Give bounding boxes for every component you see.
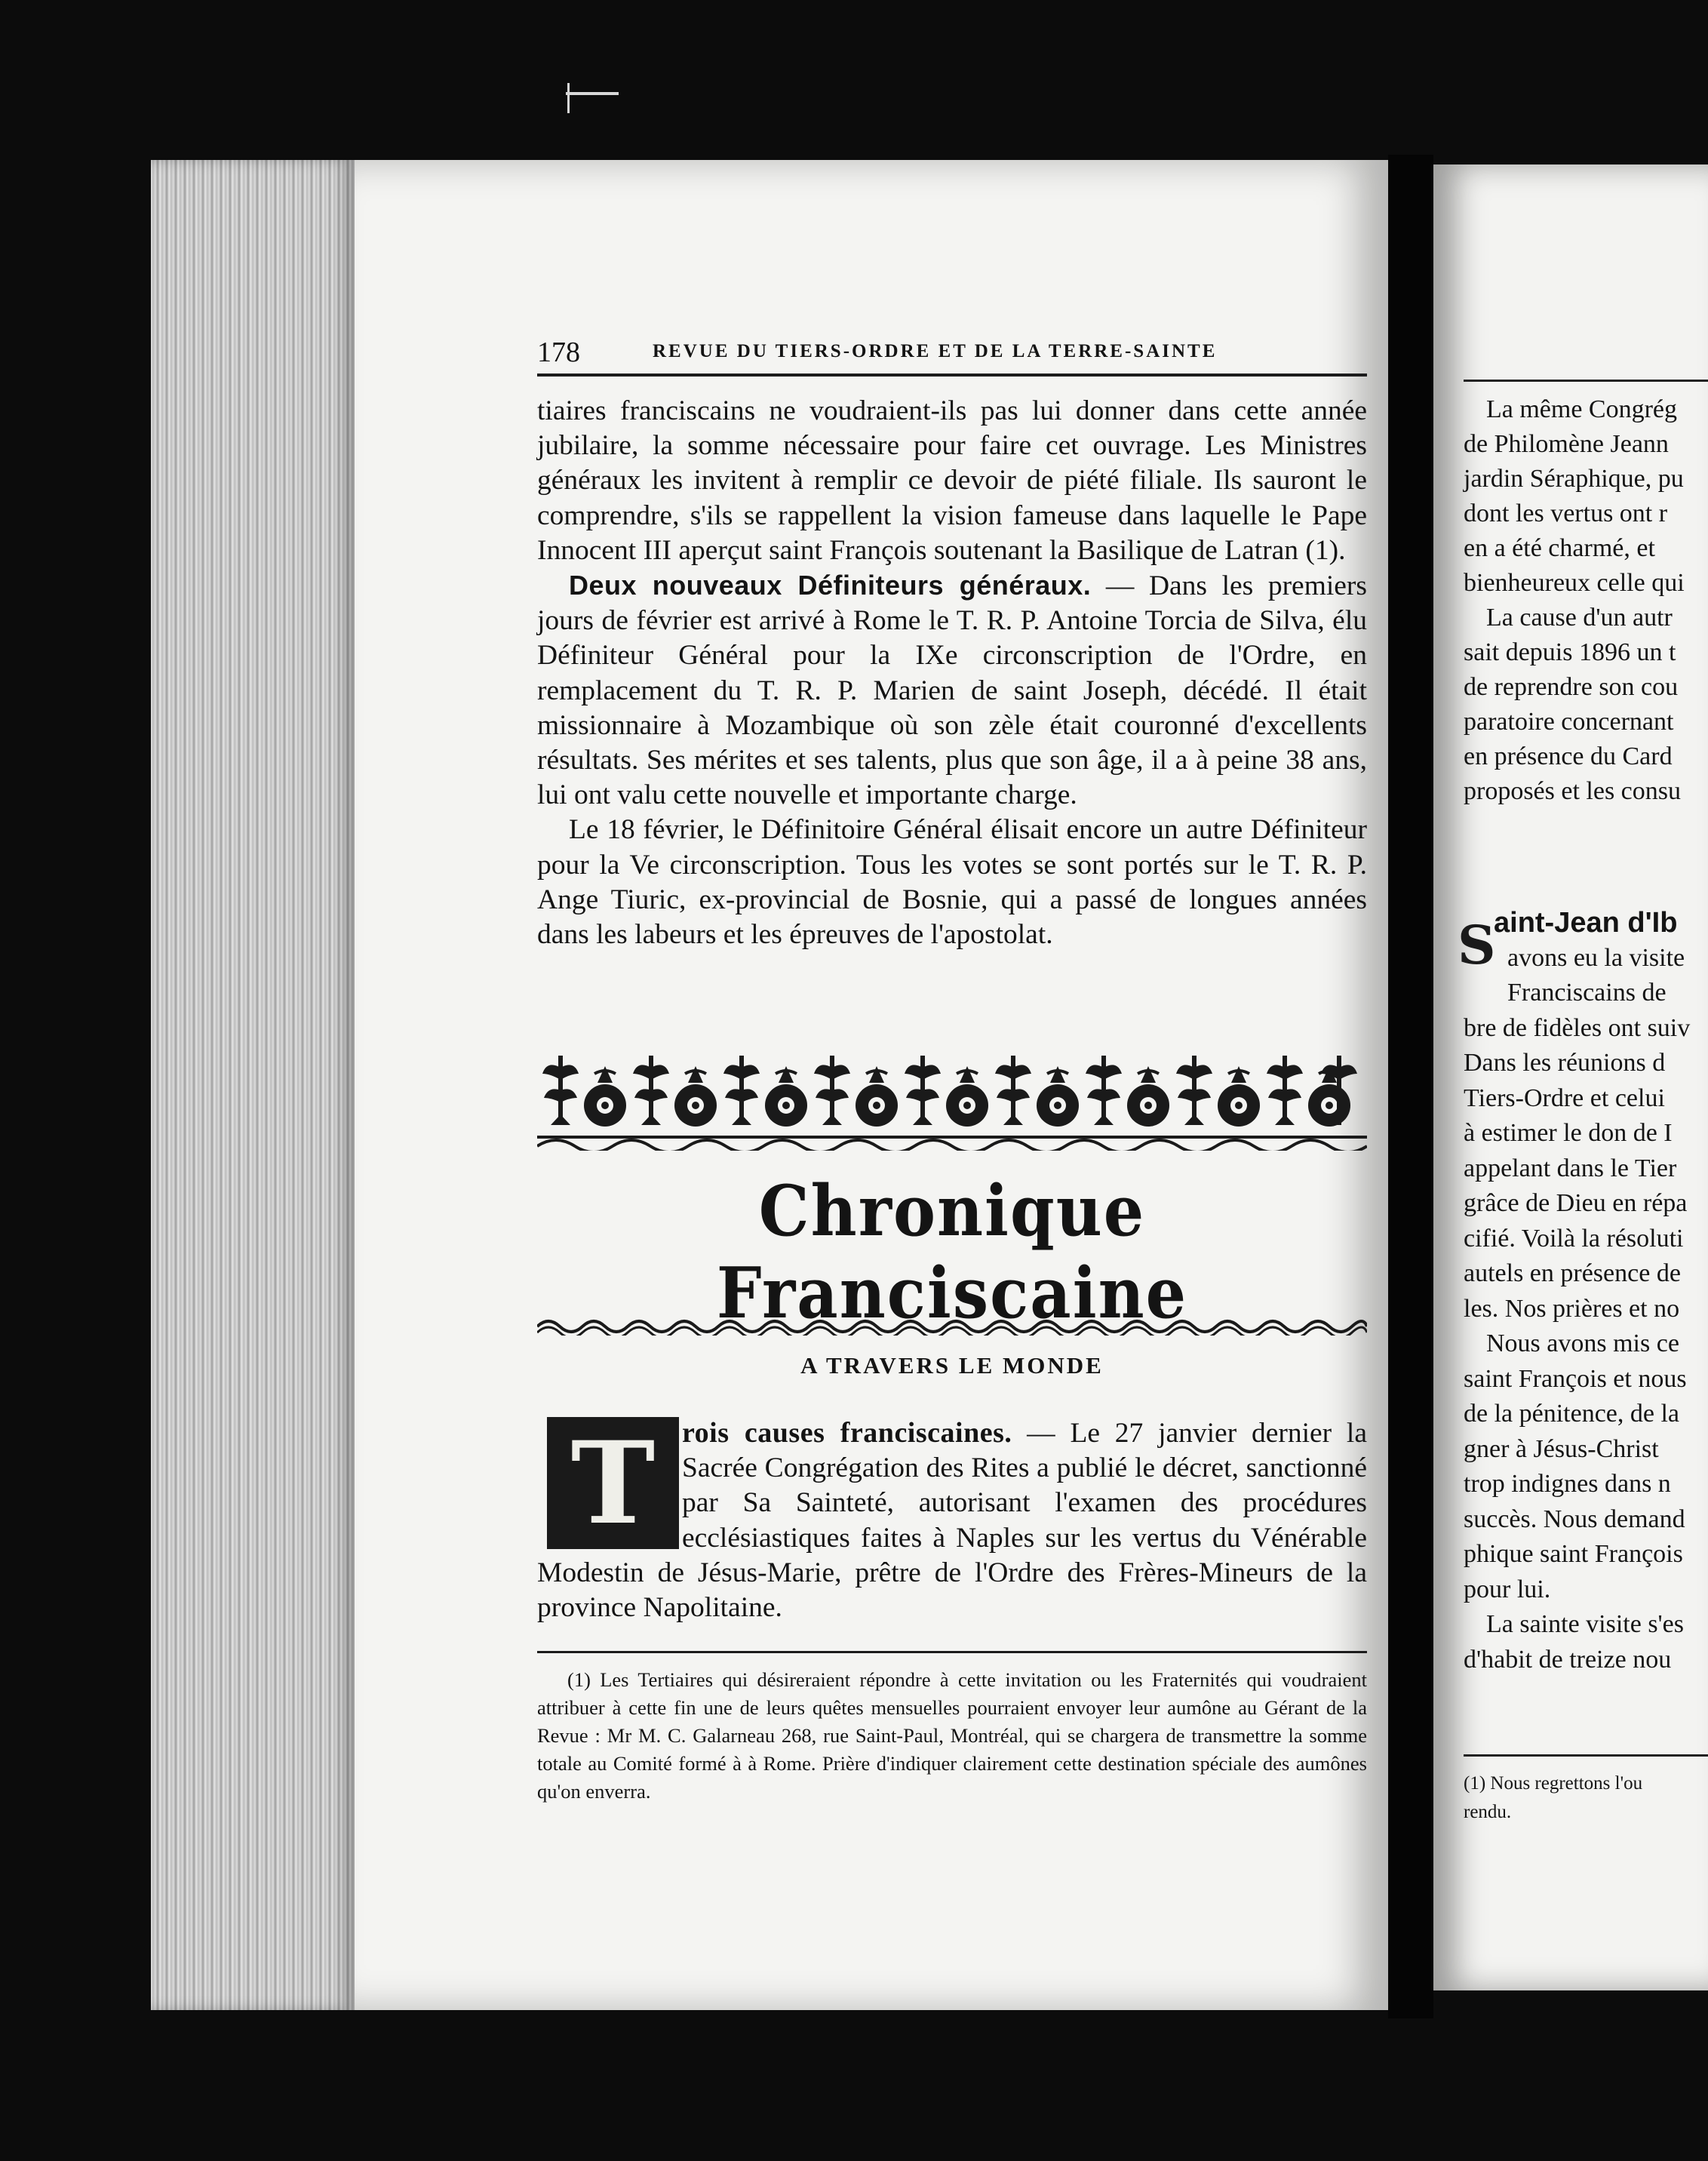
- ornament-band: [537, 1053, 1367, 1151]
- text-line: La cause d'un autr: [1486, 604, 1673, 632]
- text-line: trop indignes dans n: [1464, 1470, 1671, 1498]
- text-block-top: [537, 394, 1367, 952]
- right-page-text-top: [1464, 392, 1708, 809]
- text-line: succès. Nous demand: [1464, 1505, 1685, 1533]
- section-masthead: Chronique Franciscaine: [716, 1170, 1188, 1334]
- paragraph-continuation: tiaires franciscains ne voudraient-ils pas lui donner dans cette année jubilaire, la somme nécessaire pour faire cet ouvrage. Les Ministres généraux les invitent à remplir ce devoir de piété filiale. Ils sauront le comprendre, s'ils se rappellent la vision fameuse dans laquelle le Pape Innocent III aperçut saint François soutenant la Basilique de Latran (1).: [537, 395, 1367, 566]
- text-line: paratoire concernant: [1464, 708, 1674, 736]
- stray-mark: [567, 83, 570, 113]
- text-line: pour lui.: [1464, 1575, 1551, 1603]
- text-line: Franciscains de: [1507, 979, 1667, 1007]
- text-line: en a été charmé, et: [1464, 534, 1655, 562]
- text-line: Nous avons mis ce: [1486, 1329, 1679, 1357]
- wavy-rule: [537, 1313, 1367, 1336]
- right-section-heading: aint-Jean d'Ib: [1494, 907, 1678, 939]
- stray-mark: [566, 92, 619, 95]
- paragraph-18-fevrier: Le 18 février, le Définitoire Général élisait encore un autre Définiteur pour la Ve circonscription. Tous les votes se sont portés sur le T. R. P. Ange Tiuric, ex-provincial de Bosnie, qui a passé de longues années dans les labeurs et les épreuves de l'apostolat.: [537, 814, 1367, 951]
- text-line: phique saint François: [1464, 1540, 1683, 1568]
- text-line: proposés et les consu: [1464, 777, 1682, 805]
- text-line: jardin Séraphique, pu: [1464, 465, 1684, 493]
- paragraph-definiteurs: [537, 568, 1367, 813]
- ornament-motif: [542, 1056, 626, 1127]
- text-line: (1) Nous regrettons l'ou: [1464, 1773, 1643, 1794]
- right-header-rule: [1464, 380, 1708, 382]
- right-page-text-bottom: [1464, 905, 1708, 1677]
- text-line: La sainte visite s'es: [1486, 1610, 1685, 1638]
- text-line: bienheureux celle qui: [1464, 569, 1685, 597]
- text-line: appelant dans le Tier: [1464, 1154, 1677, 1182]
- text-line: gner à Jésus-Christ: [1464, 1434, 1659, 1463]
- text-line: bre de fidèles ont suiv: [1464, 1013, 1691, 1042]
- header-rule: [537, 373, 1367, 377]
- book-gutter: [1388, 155, 1433, 2018]
- text-line: Dans les réunions d: [1464, 1049, 1666, 1077]
- text-line: de reprendre son cou: [1464, 673, 1679, 701]
- text-line: en présence du Card: [1464, 742, 1673, 770]
- book-page-edges: [151, 160, 355, 2010]
- text-line: à estimer le don de I: [1464, 1119, 1673, 1147]
- paragraph-body: — Le 27 janvier dernier la Sacrée Congrégation des Rites a publié le décret, sanctionné par Sa Sainteté, autorisant l'examen des procédures ecclésiastiques faites à Naples sur les vertus du Vénérable Modestin de Jésus-Marie, prêtre de l'Ordre des Frères-Mineurs de la province Napolitaine.: [537, 1418, 1367, 1624]
- page-number: 178: [537, 337, 580, 368]
- paragraph-heading: rois causes franciscaines.: [682, 1417, 1012, 1449]
- text-line: les. Nos prières et no: [1464, 1294, 1680, 1323]
- running-head: REVUE DU TIERS-ORDRE ET DE LA TERRE-SAINTE: [653, 341, 1218, 361]
- text-line: d'habit de treize nou: [1464, 1645, 1672, 1674]
- text-line: dont les vertus ont r: [1464, 500, 1668, 527]
- text-line: saint François et nous: [1464, 1364, 1687, 1393]
- section-subtitle: A TRAVERS LE MONDE: [800, 1352, 1104, 1379]
- text-line: Tiers-Ordre et celui: [1464, 1084, 1665, 1112]
- text-line: La même Congrég: [1486, 395, 1678, 423]
- right-initial-letter: S: [1458, 914, 1496, 976]
- text-line: autels en présence de: [1464, 1259, 1681, 1287]
- right-footnote: [1464, 1769, 1708, 1827]
- text-line: avons eu la visite: [1507, 943, 1685, 972]
- text-line: cifié. Voilà la résoluti: [1464, 1224, 1684, 1253]
- text-line: grâce de Dieu en répa: [1464, 1189, 1688, 1217]
- text-line: de la pénitence, de la: [1464, 1400, 1680, 1428]
- footnote: [537, 1666, 1367, 1806]
- initial-letter: T: [570, 1416, 656, 1550]
- paragraph-body: — Dans les premiers jours de février est arrivé à Rome le T. R. P. Antoine Torcia de Silva, élu Définiteur Général pour la IXe circonscription de l'Ordre, en remplacement du T. R. P. Marien de saint Joseph, décédé. Il était missionnaire à Mozambique où son zèle était couronné d'excellents résultats. Ses mérites et ses talents, plus que son âge, il a à peine 38 ans, lui ont valu cette nouvelle et importante charge.: [537, 570, 1368, 811]
- footnote-text: (1) Les Tertiaires qui désireraient répondre à cette invitation ou les Fraternités qui voudraient attribuer à cette fin une de leurs quêtes mensuelles pourraient envoyer leur aumône au Gérant de la Revue : Mr M. C. Galarneau 268, rue Saint-Paul, Montréal, qui se chargera de transmettre la somme totale au Comité formé à à Rome. Prière d'indiquer clairement cette destination spéciale des aumônes qu'on enverra.: [537, 1668, 1367, 1803]
- decorated-initial: [547, 1417, 679, 1549]
- text-line: rendu.: [1464, 1802, 1512, 1822]
- text-line: sait depuis 1896 un t: [1464, 638, 1676, 666]
- paragraph-heading: Deux nouveaux Définiteurs généraux.: [569, 570, 1092, 601]
- right-footnote-rule: [1464, 1754, 1708, 1757]
- text-line: de Philomène Jeann: [1464, 430, 1669, 458]
- footnote-rule: [537, 1651, 1367, 1653]
